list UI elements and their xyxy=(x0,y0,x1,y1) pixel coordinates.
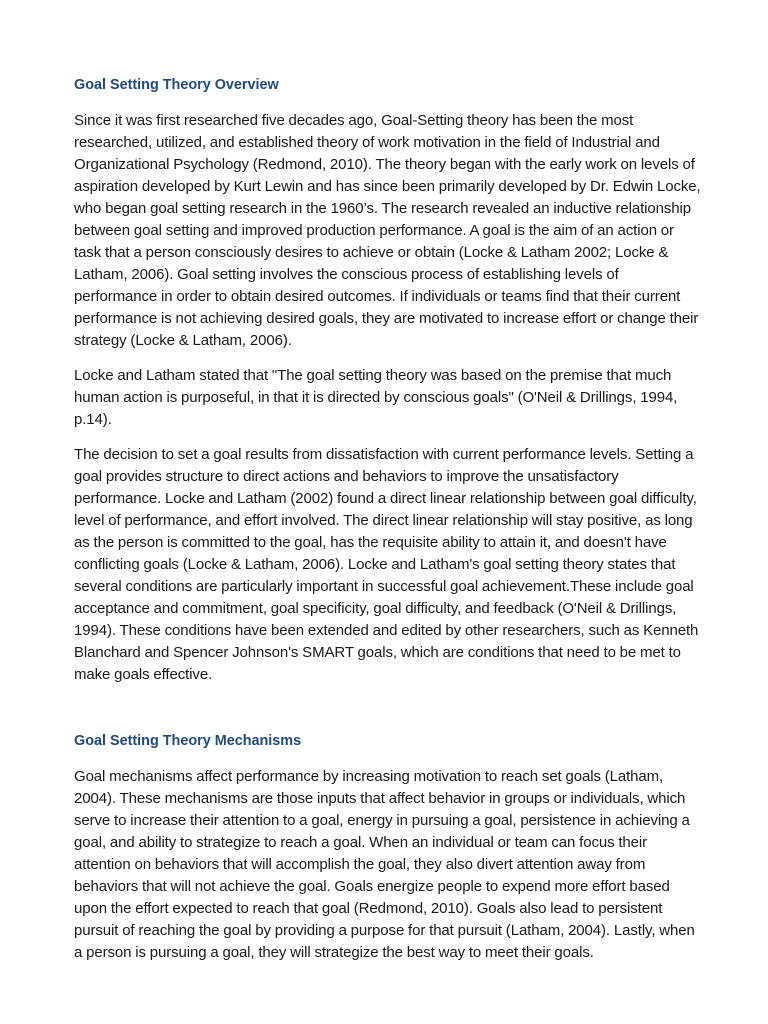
document-page xyxy=(74,76,702,964)
paragraph: The decision to set a goal results from dissatisfaction with current performance levels. Setting a goal provides structure to direct actions and behaviors to improve the unsatisfactory performance. Locke and Latham (2002) found a direct linear relationship between goal difficulty, level of performance, and effort involved. The direct linear relationship will stay positive, as long as the person is committed to the goal, has the requisite ability to attain it, and doesn't have conflicting goals (Locke & Latham, 2006). Locke and Latham's goal setting theory states that several conditions are particularly important in successful goal achievement.These include goal acceptance and commitment, goal specificity, goal difficulty, and feedback (O'Neil & Drillings, 1994). These conditions have been extended and edited by other researchers, such as Kenneth Blanchard and Spencer Johnson's SMART goals, which are conditions that need to be met to make goals effective. xyxy=(74,446,699,683)
paragraph: Goal mechanisms affect performance by increasing motivation to reach set goals (Latham, 2004). These mechanisms are those inputs that affect behavior in groups or individuals, which serve to increase their attention to a goal, energy in pursuing a goal, persistence in achieving a goal, and ability to strategize to reach a goal. When an individual or team can focus their attention on behaviors that will accomplish the goal, they also divert attention away from behaviors that will not achieve the goal. Goals energize people to expend more effort based upon the effort expected to reach that goal (Redmond, 2010). Goals also lead to persistent pursuit of reaching the goal by providing a purpose for that pursuit (Latham, 2004). Lastly, when a person is pursuing a goal, they will strategize the best way to meet their goals. xyxy=(74,768,695,961)
paragraph: Locke and Latham stated that "The goal setting theory was based on the premise that much human action is purposeful, in that it is directed by conscious goals" (O'Neil & Drillings, 1994, p.14). xyxy=(74,367,678,428)
section-heading-mechanisms: Goal Setting Theory Mechanisms xyxy=(74,733,302,749)
paragraph: Since it was first researched five decades ago, Goal-Setting theory has been the most researched, utilized, and established theory of work motivation in the field of Industrial and Organizational Psychology (Redmond, 2010). The theory began with the early work on levels of aspiration developed by Kurt Lewin and has since been primarily developed by Dr. Edwin Locke, who began goal setting research in the 1960’s. The research revealed an inductive relationship between goal setting and improved production performance. A goal is the aim of an action or task that a person consciously desires to achieve or obtain (Locke & Latham 2002; Locke & Latham, 2006). Goal setting involves the conscious process of establishing levels of performance in order to obtain desired outcomes. If individuals or teams find that their current performance is not achieving desired goals, they are motivated to increase effort or change their strategy (Locke & Latham, 2006). xyxy=(74,112,701,349)
section-heading-overview: Goal Setting Theory Overview xyxy=(74,77,279,93)
